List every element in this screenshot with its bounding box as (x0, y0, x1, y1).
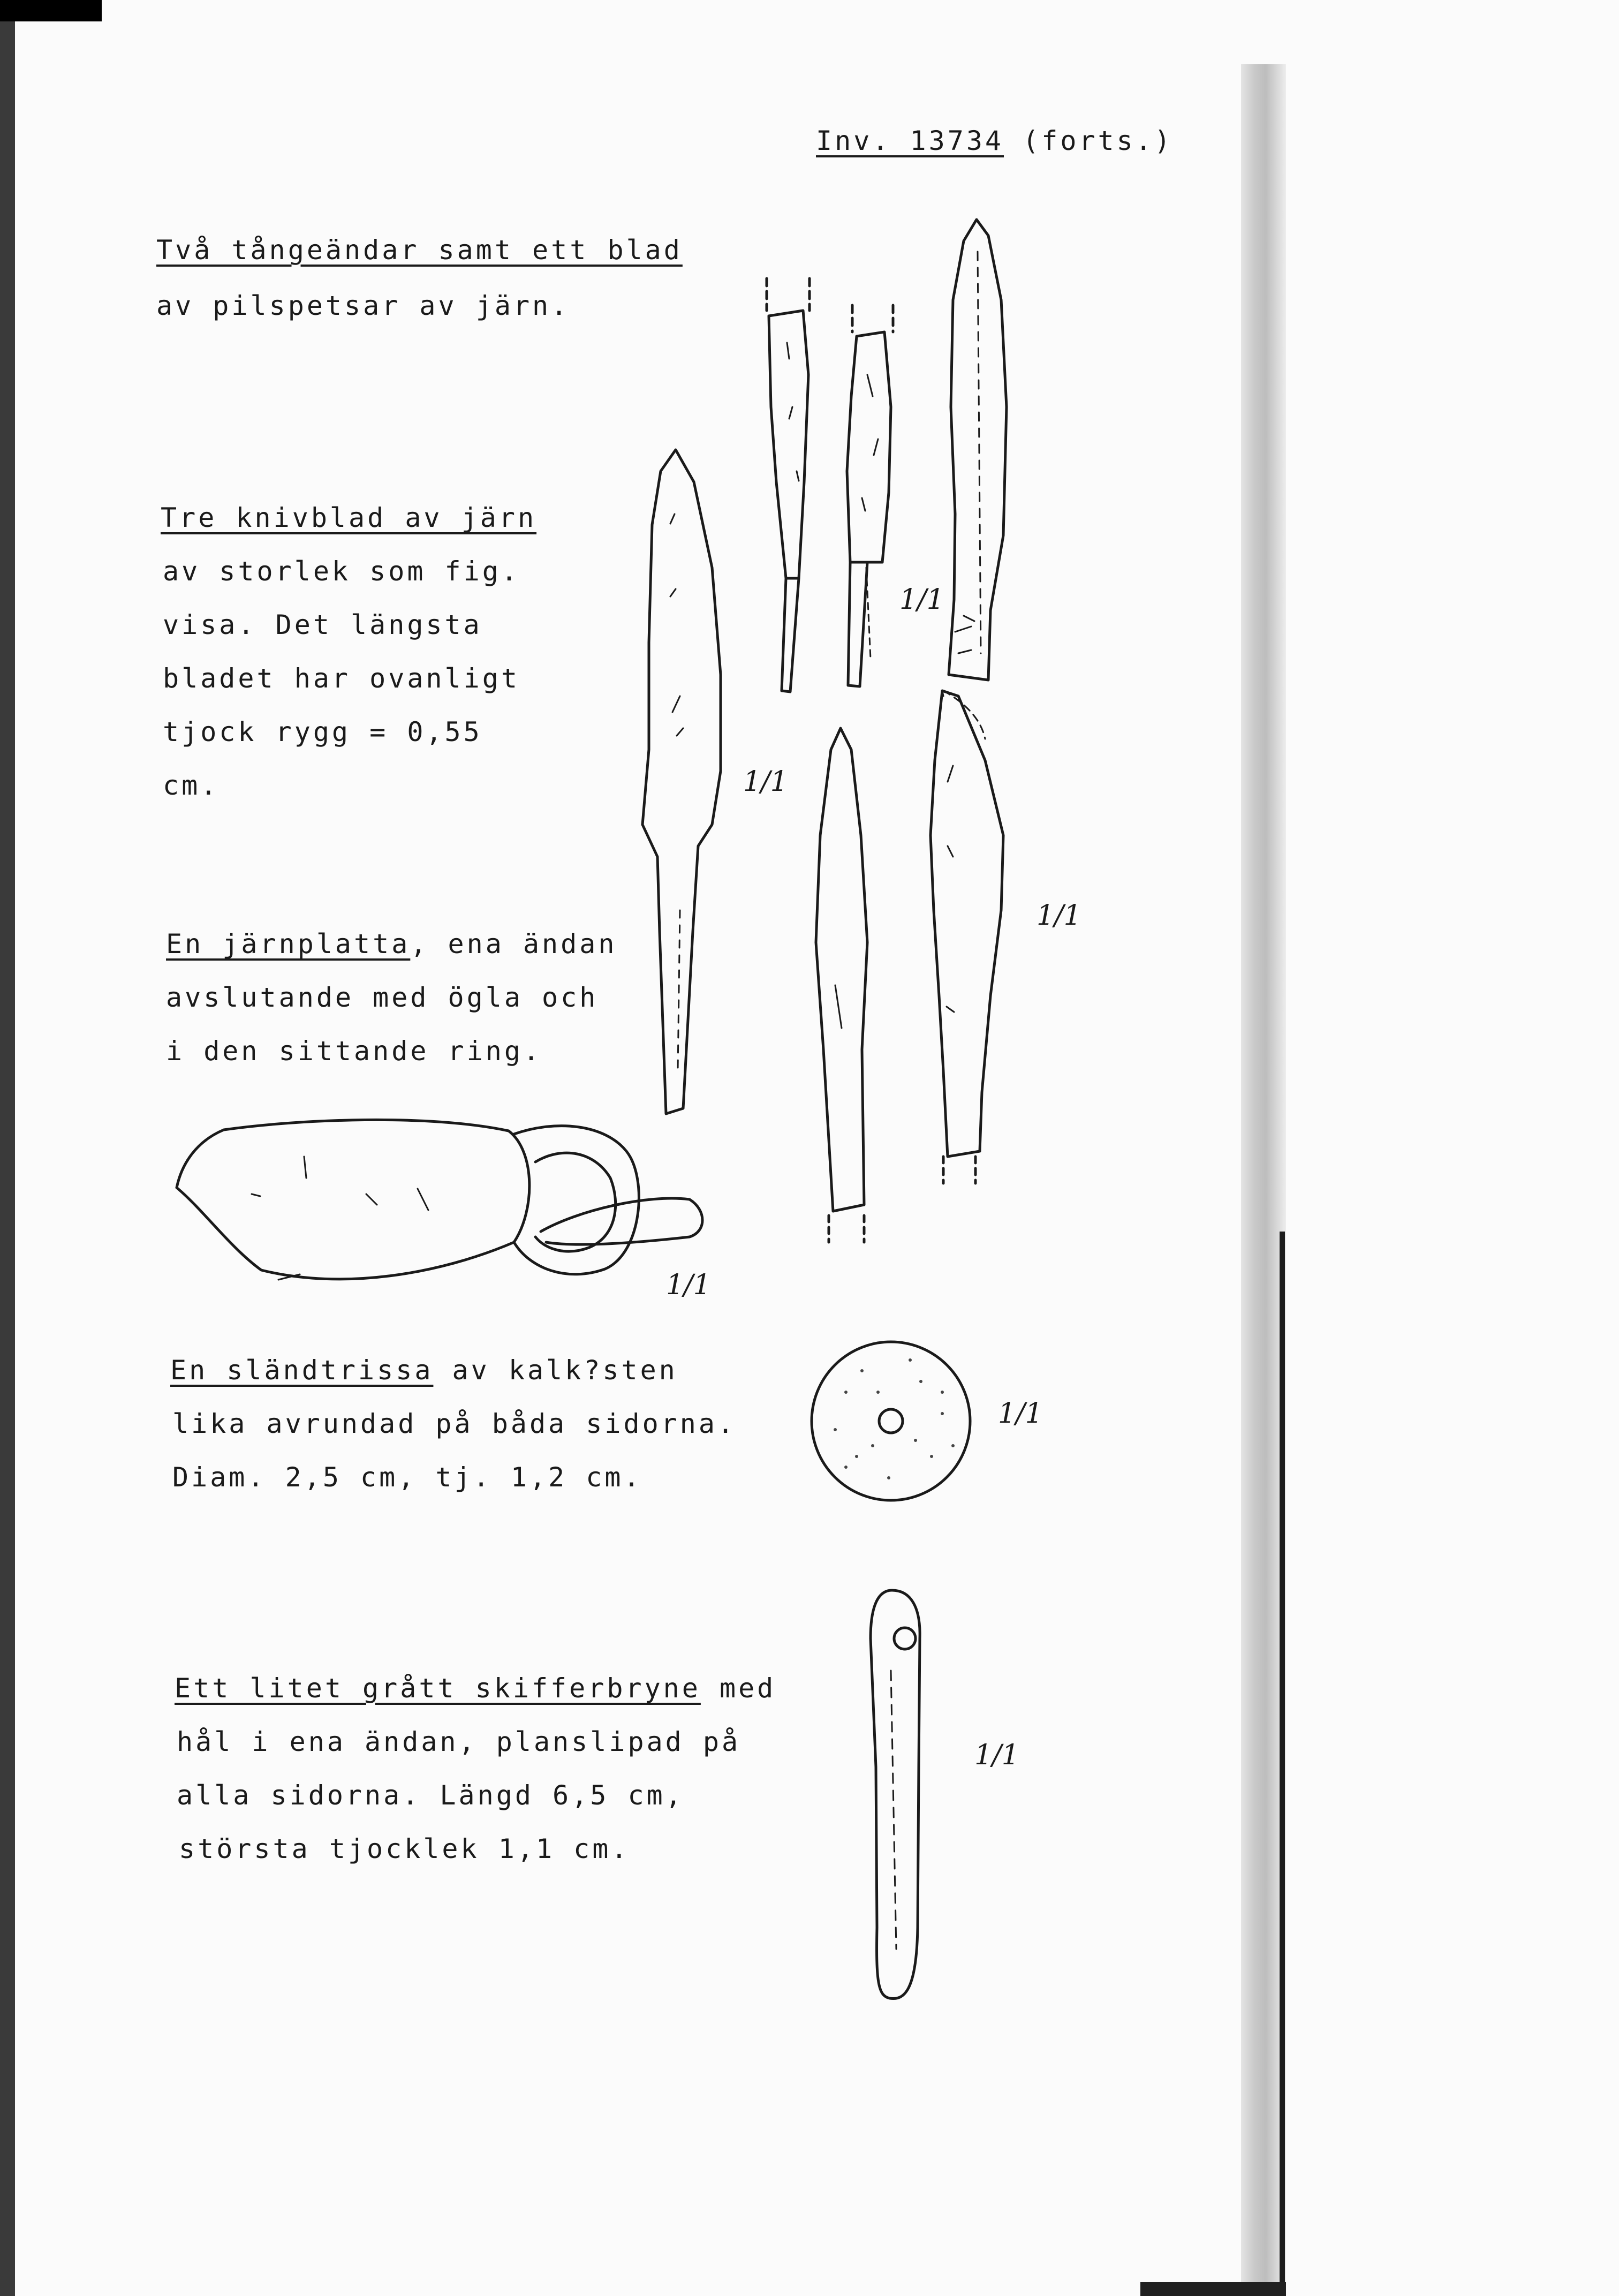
whorl-title-rest: av kalk?sten (433, 1355, 678, 1386)
iron-plate-drawing (177, 1120, 702, 1280)
scale-label: 1/1 (974, 1739, 1019, 1771)
whorl-text-line: Diam. 2,5 cm, tj. 1,2 cm. (172, 1462, 642, 1493)
knives-text-line: av storlek som fig. (163, 556, 520, 587)
knives-text-line: cm. (163, 770, 220, 801)
whetstone-text-line: alla sidorna. Längd 6,5 cm, (177, 1780, 684, 1811)
scale-label: 1/1 (743, 766, 788, 798)
scale-label: 1/1 (1037, 900, 1081, 932)
scale-label: 1/1 (899, 584, 944, 616)
inventory-number: Inv. 13734 (816, 125, 1004, 156)
scale-label: 1/1 (998, 1398, 1043, 1430)
whetstone-title-rest: med (700, 1673, 776, 1704)
plate-title-rest: , ena ändan (410, 928, 617, 960)
arrowheads-text: av pilspetsar av järn. (156, 290, 570, 321)
knives-text-line: tjock rygg = 0,55 (163, 716, 482, 747)
whorl-text-line: lika avrundad på båda sidorna. (172, 1408, 737, 1439)
plate-text-line: avslutande med ögla och (166, 982, 599, 1013)
arrowhead-blade-drawing (949, 220, 1007, 680)
arrowhead-tang-drawing (767, 278, 810, 692)
arrowhead-tang-drawing (847, 305, 893, 686)
knives-title: Tre knivblad av järn (161, 502, 537, 533)
whetstone-text-line: hål i ena ändan, planslipad på (177, 1726, 741, 1757)
whetstone-drawing (871, 1590, 920, 1999)
whetstone-text-line: största tjocklek 1,1 cm. (179, 1833, 630, 1864)
arrowheads-title: Två tångeändar samt ett blad (156, 235, 683, 266)
inventory-suffix: (forts.) (1004, 125, 1173, 156)
knife-blade-drawing (642, 450, 721, 1114)
knives-text-line: bladet har ovanligt (163, 663, 520, 694)
whetstone-title: Ett litet grått skifferbryne (175, 1673, 701, 1704)
plate-title: En järnplatta (166, 928, 411, 960)
knives-text-line: visa. Det längsta (163, 609, 482, 640)
knife-blade-drawing (930, 691, 1003, 1183)
whorl-title: En sländtrissa (170, 1355, 434, 1386)
plate-text-line: i den sittande ring. (166, 1036, 542, 1067)
spindle-whorl-drawing (812, 1342, 970, 1500)
scale-label: 1/1 (666, 1269, 711, 1301)
knife-blade-drawing (816, 728, 867, 1242)
